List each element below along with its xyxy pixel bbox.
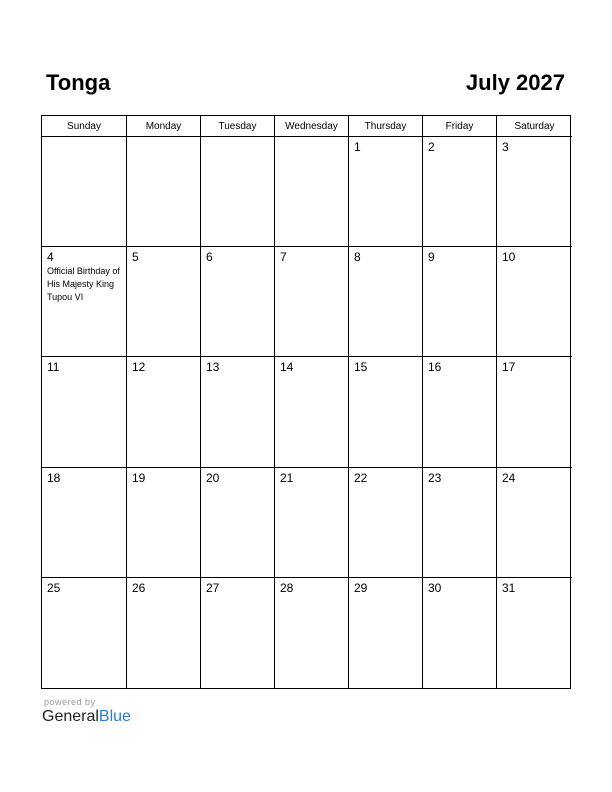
weekday-header-sunday: Sunday [42,116,127,137]
day-cell[interactable] [497,357,572,467]
day-number: 9 [428,250,435,265]
day-cell[interactable] [423,357,497,467]
day-cell[interactable] [497,247,572,357]
weekday-header-tuesday: Tuesday [201,116,275,137]
day-cell[interactable] [201,357,275,467]
day-number: 31 [502,580,516,595]
day-number: 5 [132,250,139,265]
day-cell[interactable] [423,247,497,357]
day-number: 13 [206,360,220,375]
day-number: 30 [428,580,442,595]
day-cell[interactable] [349,468,423,578]
day-number: 11 [47,360,60,375]
day-number: 2 [428,140,435,154]
day-cell[interactable] [42,247,127,357]
day-cell[interactable] [497,468,572,578]
day-cell[interactable] [423,137,497,247]
holiday-event: Official Birthday of His Majesty King Tupou VI [47,266,120,303]
day-cell[interactable] [201,578,275,688]
day-cell[interactable] [127,247,201,357]
day-cell[interactable] [42,357,127,467]
day-cell[interactable] [275,468,349,578]
day-cell[interactable] [349,578,423,688]
day-cell[interactable] [349,357,423,467]
day-cell[interactable] [349,137,423,247]
day-cell[interactable] [275,247,349,357]
country-title: Tonga [46,70,111,95]
day-number: 20 [206,470,220,485]
weekday-header-saturday: Saturday [497,116,572,137]
day-number: 16 [428,360,442,375]
weekday-header-friday: Friday [423,116,497,137]
day-cell[interactable] [127,578,201,688]
day-cell[interactable] [275,137,349,247]
day-number: 25 [47,580,61,595]
day-cell[interactable] [201,137,275,247]
brand-blue: Blue [98,708,131,725]
day-number: 21 [280,470,294,485]
generalblue-logo[interactable] [42,708,131,726]
day-number: 24 [502,470,516,485]
day-number: 27 [206,580,220,595]
day-cell[interactable] [127,468,201,578]
month-year-title: July 2027 [465,70,565,95]
day-number: 1 [354,140,361,154]
day-number: 29 [354,580,368,595]
day-number: 26 [132,580,146,595]
day-number: 23 [428,470,442,485]
day-number: 19 [132,470,146,485]
weekday-header-wednesday: Wednesday [275,116,349,137]
day-cell[interactable] [349,247,423,357]
day-number: 4 [47,250,54,265]
day-number: 15 [354,360,368,375]
day-cell[interactable] [275,357,349,467]
day-cell[interactable] [42,137,127,247]
day-number: 17 [502,360,516,375]
day-number: 22 [354,470,368,485]
day-number: 18 [47,470,61,485]
day-cell[interactable] [423,578,497,688]
day-cell[interactable] [201,468,275,578]
brand-general: General [42,708,99,725]
day-cell[interactable] [497,137,572,247]
day-cell[interactable] [127,357,201,467]
day-cell[interactable] [127,137,201,247]
day-cell[interactable] [42,578,127,688]
weekday-header-thursday: Thursday [349,116,423,137]
day-number: 8 [354,250,361,265]
day-number: 28 [280,580,294,595]
day-number: 10 [502,250,516,265]
day-cell[interactable] [275,578,349,688]
day-cell[interactable] [201,247,275,357]
day-number: 7 [280,250,287,265]
calendar-grid [41,115,571,689]
day-number: 6 [206,250,213,265]
day-number: 3 [502,140,509,154]
powered-by-label: powered by [44,697,96,707]
day-number: 12 [132,360,146,375]
weekday-header-monday: Monday [127,116,201,137]
day-cell[interactable] [423,468,497,578]
day-cell[interactable] [497,578,572,688]
day-cell[interactable] [42,468,127,578]
day-number: 14 [280,360,294,375]
